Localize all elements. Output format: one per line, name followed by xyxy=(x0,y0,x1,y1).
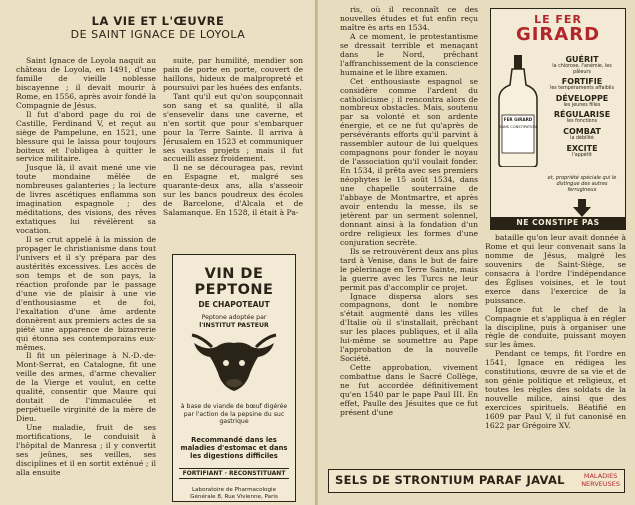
peptone-approved-1: Peptone adoptée par xyxy=(201,314,267,321)
right-column-2 xyxy=(485,234,626,464)
paragraph: Il ne se découragea pas, revint en Espagne et, malgré ses quarante-deux ans, alla s'asseoir sur les bancs poudreux des écoles de Barcelone, d'Alcala et de Salamanque. En 1528, il était à Pa- xyxy=(163,163,303,218)
peptone-approved-2: l'INSTITUT PASTEUR xyxy=(199,321,269,329)
peptone-subtitle: DE CHAPOTEAUT xyxy=(198,300,270,309)
paragraph: Pendant ce temps, fit l'ordre en 1541, Ignace en rédigea les constitutions, œuvre de sa vie et de son génie politique et religieux, et toutes les règles des soldats de la nouvelle milice, ainsi que des exercices spirituels. Béatifié en 1609 par Paul V, il fut canonisé en 1622 par Grégoire XV. xyxy=(485,349,626,431)
right-column-1 xyxy=(340,6,478,500)
paragraph: Ignace fut le chef de la Compagnie et s'appliqua à en régler la discipline, puis à organiser une règle de conduite, puissant moyen sur les âmes. xyxy=(485,304,626,350)
peptone-recommendation: Recommandé dans les maladies d'estomac et dans les digestions difficiles xyxy=(180,435,288,460)
bottle-icon xyxy=(497,55,539,167)
strontium-side-2: NERVEUSES xyxy=(581,480,620,488)
bottle-label-1: FER GIRARD xyxy=(503,117,533,122)
girard-benefit-word: DÉVELOPPE xyxy=(555,93,609,103)
girard-ad xyxy=(490,8,626,230)
left-page xyxy=(0,0,316,505)
article-subtitle: DE SAINT IGNACE DE LOYOLA xyxy=(70,28,246,41)
strontium-side-1: MALADIES xyxy=(583,472,618,480)
girard-body-text: et, propriété spéciale qui le distingue des autres ferrugineux xyxy=(547,175,617,193)
girard-header-2: GIRARD xyxy=(515,24,601,45)
paragraph: Jusque là, il avait mené une vie toute mondaine mêlée de nombreuses galanteries ; la lecture de livres ascétiques enflamma son imagination espagnole ; des méditations, des visions, des rêves extatiques lui révélèrent sa vocation. xyxy=(16,163,156,236)
paragraph: Ignace dispersa alors ses compagnons, dont le nombre s'était augmenté dans les villes d'Italie où il s'installait, prêchant sur les places publiques, et il alla lui-même se soumettre au Pape l'approbation de la nouvelle Société. xyxy=(340,291,478,364)
bottle-label-2: SANS CONSTIPATION xyxy=(499,125,537,129)
girard-benefit-desc: la chlorose, l'anémie, les pâleurs xyxy=(552,64,612,75)
paragraph: Saint Ignace de Loyola naquit au château de Loyola, en 1491, d'une famille de vieille noblesse biscayenne ; il devait mourir à Rome, en 1556, après avoir fondé la Compagnie de Jésus. xyxy=(16,57,156,110)
strontium-main-text: SELS DE STRONTIUM PARAF JAVAL xyxy=(335,473,565,487)
girard-benefit-word: COMBAT xyxy=(563,126,601,136)
peptone-ad xyxy=(172,254,296,502)
girard-benefit-desc: les jeunes filles xyxy=(563,102,601,108)
strontium-side-text xyxy=(581,472,620,488)
arrow-down-icon xyxy=(573,199,591,217)
paragraph: Il fut d'abord page du roi de Castille, Ferdinand V, et reçut au siège de Pampelune, en 1521, une blessure qui le laissa pour toujours boiteux et l'obligea à quitter le service militaire. xyxy=(16,109,156,164)
girard-benefit-word: GUÉRIT xyxy=(565,55,599,64)
paragraph: Il fit un pèlerinage à N.-D.-de-Mont-Serrat, en Catalogne, fit une veille des armes, d'arme chevalier de la Vierge et voulut, en cette qualité, consentir que Maure qui doutait de l'immaculée et perpétuelle virginité de la mère de Dieu. xyxy=(16,351,156,424)
girard-benefit-word: RÉGULARISE xyxy=(553,110,611,120)
paragraph: Cet enthousiaste espagnol se considère comme l'ardent du catholicisme ; il rencontra alors de nombreux obstacles. Mais, soutenu par sa volonté et son ardente énergie, et ce ne fut qu'après de persévérants efforts qu'il parvint à rassembler autour de lui quelques compagnons pour fonder le noyau de l'association qu'il voulait fonder. En 1534, il prêta avec ses premiers néophytes le 15 août 1534, dans une chapelle souterraine de l'abbaye de Montmartre, et après avoir entendu la messe, ils se jetèrent par un serment solennel, donnant ainsi à la fondation d'un ordre religieux les formes d'une conjuration secrète. xyxy=(340,76,478,247)
peptone-desc: à base de viande de bœuf digérée par l'action de la pepsine du suc gastrique xyxy=(180,403,288,425)
girard-benefit-desc: l'appétit xyxy=(572,152,592,158)
peptone-lab: Laboratoire de Pharmacologie Générale 8, Rue Vivienne, Paris xyxy=(190,486,278,500)
paragraph: Tant qu'il eut qu'on soupçonnait son sang et sa qualité, il alla s'ensevelir dans une caverne, et n'en sortit que pour s'embarquer pour la Terre Sainte. Il arriva à Jérusalem en 1523 et communiquer ses vastes projets ; mais il fut accueilli assez froidement. xyxy=(163,91,303,164)
peptone-tagline: FORTIFIANT · RECONSTITUANT xyxy=(179,468,289,479)
girard-benefits-list xyxy=(543,55,621,160)
girard-benefit-word: FORTIFIE xyxy=(561,77,603,87)
paragraph: bataille qu'on leur avait donnée à Rome et qui leur convenait sans la nomme de Jésus, malgré les souvenirs de Saint-Siège, se consacra à l'ordre l'indépendance des Églises voisines, et le tout exerce dans l'exercice de la puissance. xyxy=(485,234,626,305)
paragraph: suite, par humilité, mendier son pain de porte en porte, couvert de haillons, hideux de malpropreté et poursuivi par les huées des enfants. xyxy=(163,57,303,92)
girard-benefit-desc: les tempéraments affaiblis xyxy=(549,86,614,92)
girard-footer: NE CONSTIPE PAS xyxy=(491,217,625,229)
bull-head-icon xyxy=(184,333,284,395)
article-title: LA VIE ET L'ŒUVRE xyxy=(91,14,225,28)
girard-benefit-word: EXCITE xyxy=(566,143,598,153)
paragraph: Une maladie, fruit de ses mortifications, le conduisit à l'hôpital de Manresa ; il y convertit ses jeûnes, ses veilles, ses disciplines et il en sortit exténué ; il alla ensuite xyxy=(16,423,156,477)
paragraph: ris, où il reconnaît ce des nouvelles études et fut enfin reçu maître ès arts en 1534. xyxy=(340,6,478,32)
paragraph: Ils se retrouvèrent deux ans plus tard à Venise, dans le but de faire le pèlerinage en Terre Sainte, mais la guerre avec les Turcs ne leur permit pas d'accomplir ce projet. xyxy=(340,246,478,292)
girard-benefit-desc: la débilité xyxy=(570,135,594,141)
paragraph: Il se crut appelé à la mission de propager le christianisme dans tout l'univers et il s'y prépara par des austérités excessives. Les accès de son temps et de son pays, la réaction profonde par le passage d'une vie de plaisir à une vie d'enthousiasme et de foi, l'exaltation d'une âme ardente donnèrent aux premiers actes de sa piété une apparence de bizarrerie qui étonna ses contemporains eux-mêmes. xyxy=(16,235,156,352)
peptone-title: VIN DE PEPTONE xyxy=(194,266,274,298)
paragraph: Cette approbation, vivement combattue dans le Sacré Collège, ne fut accordée définitivement qu'en 1540 par le pape Paul III. En effet, Paulle des Jésuites que ce fut présent d'une xyxy=(340,363,478,417)
left-column-2 xyxy=(163,57,303,243)
girard-header-1: LE FER xyxy=(534,13,582,26)
left-column-1 xyxy=(16,57,156,499)
strontium-banner xyxy=(328,469,625,493)
right-page xyxy=(318,0,635,505)
girard-benefit-desc: les fonctions xyxy=(566,119,598,125)
paragraph: A ce moment, le protestantisme se dressait terrible et menaçant dans le Nord, prêchant l'affranchissement de la conscience humaine et le libre examen. xyxy=(340,31,478,77)
